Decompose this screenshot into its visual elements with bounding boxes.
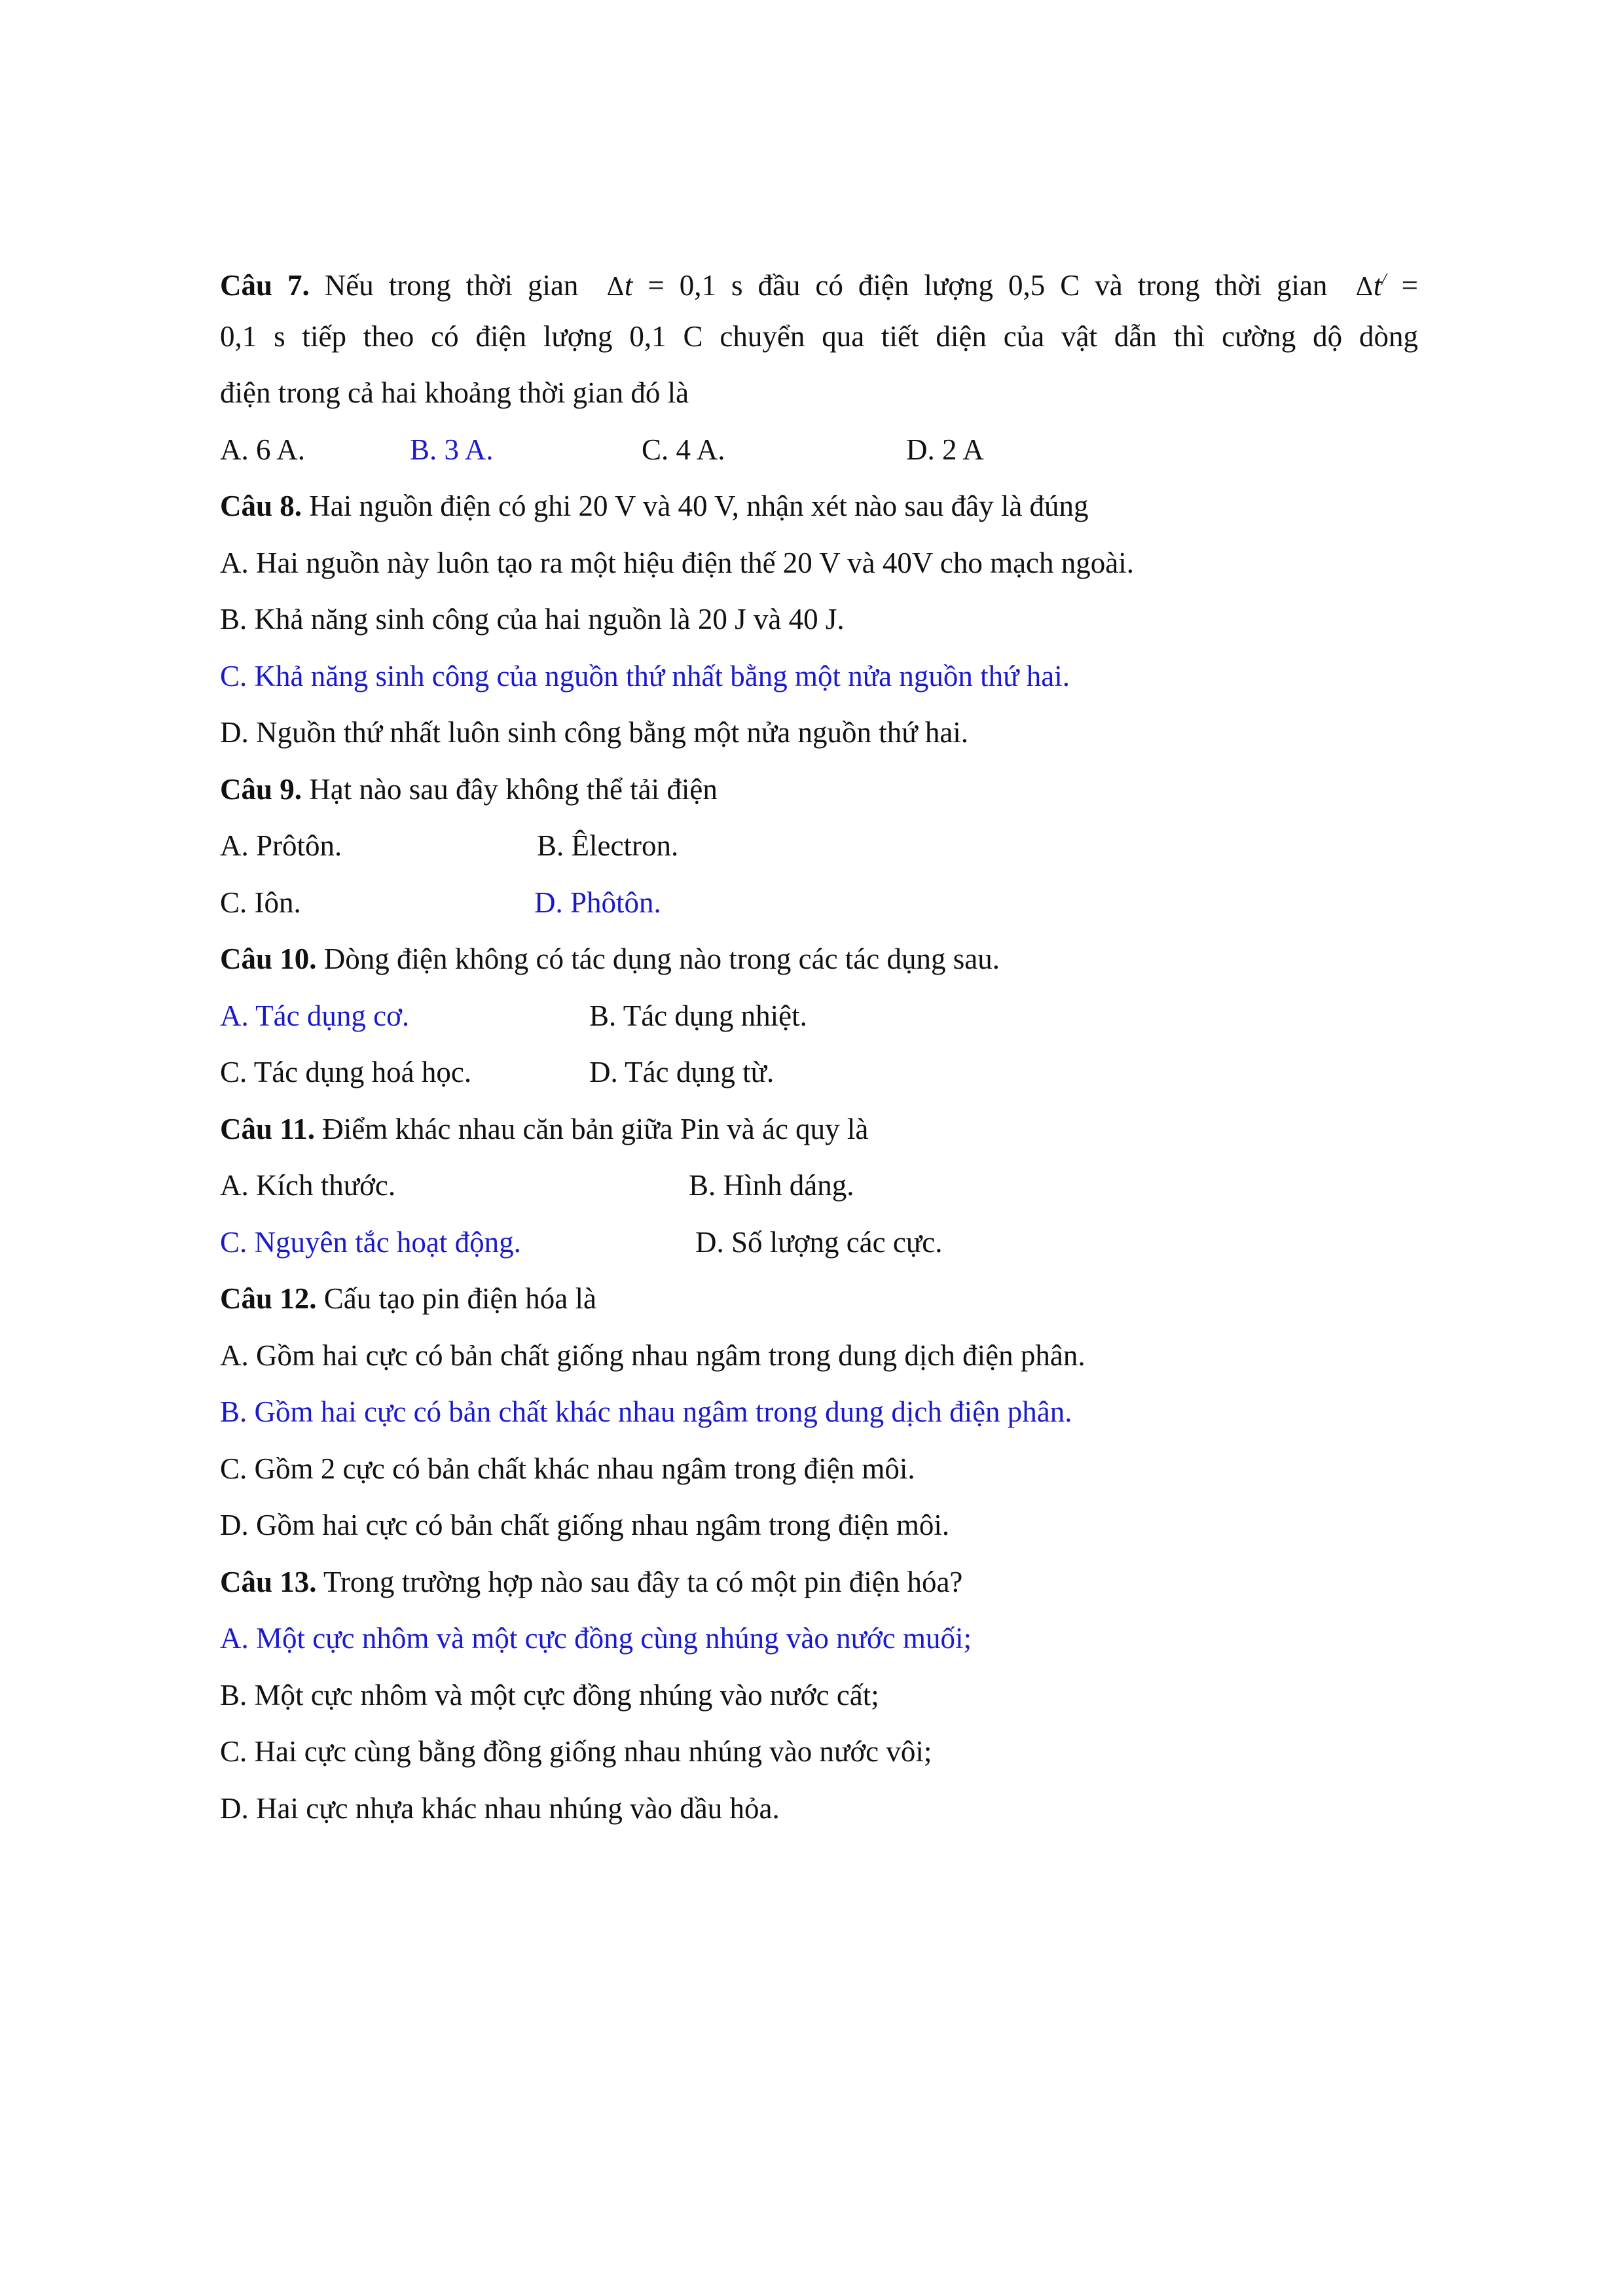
answer-option[interactable]: C. Tác dụng hoá học. bbox=[220, 1056, 472, 1088]
answer-option[interactable]: C. Hai cực cùng bằng đồng giống nhau nhúng vào nước vôi; bbox=[220, 1735, 932, 1768]
answer-option[interactable]: D. Hai cực nhựa khác nhau nhúng vào dầu hỏa. bbox=[220, 1791, 780, 1825]
answer-option-correct[interactable]: A. Một cực nhôm và một cực đồng cùng nhúng vào nước muối; bbox=[220, 1622, 972, 1655]
question-7-label: Câu 7. bbox=[220, 269, 310, 302]
question-list bbox=[220, 251, 1418, 1837]
answer-option[interactable]: D. Tác dụng từ. bbox=[589, 1056, 775, 1088]
question-13-label: Câu 13. bbox=[220, 1565, 317, 1598]
question-8-stem: Câu 8. Hai nguồn điện có ghi 20 V và 40 V, nhận xét nào sau đây là đúng bbox=[220, 490, 1089, 522]
answer-option[interactable]: D. Nguồn thứ nhất luôn sinh công bằng một nửa nguồn thứ hai. bbox=[220, 716, 969, 749]
answer-option[interactable]: D. Gồm hai cực có bản chất giống nhau ngâm trong điện môi. bbox=[220, 1509, 950, 1541]
answer-option[interactable]: C. 4 A. bbox=[642, 433, 725, 466]
answer-option[interactable]: A. 6 A. bbox=[220, 433, 306, 466]
answer-option[interactable]: B. Khả năng sinh công của hai nguồn là 20 J và 40 J. bbox=[220, 603, 845, 636]
question-9-answers-row-2 bbox=[220, 874, 1418, 931]
answer-option[interactable]: B. Hình dáng. bbox=[689, 1169, 854, 1202]
question-12-label: Câu 12. bbox=[220, 1282, 317, 1315]
answer-option-correct[interactable]: D. Phôtôn. bbox=[534, 886, 661, 919]
answer-option-correct[interactable]: B. 3 A. bbox=[410, 433, 494, 466]
answer-option[interactable]: C. Gồm 2 cực có bản chất khác nhau ngâm trong điện môi. bbox=[220, 1452, 915, 1485]
question-8-label: Câu 8. bbox=[220, 490, 302, 522]
question-9-label: Câu 9. bbox=[220, 772, 302, 806]
question-7-stem-line-2: 0,1 s tiếp theo có điện lượng 0,1 C chuyển qua tiết diện của vật dẫn thì cường dộ dòng bbox=[220, 319, 1418, 353]
question-10-answers-row-1 bbox=[220, 988, 1418, 1045]
question-7-answers bbox=[220, 422, 1418, 478]
answer-option[interactable]: B. Một cực nhôm và một cực đồng nhúng vào nước cất; bbox=[220, 1678, 879, 1712]
answer-option[interactable]: A. Hai nguồn này luôn tạo ra một hiệu điện thế 20 V và 40V cho mạch ngoài. bbox=[220, 546, 1134, 579]
question-10-label: Câu 10. bbox=[220, 942, 317, 975]
answer-option-correct[interactable]: B. Gồm hai cực có bản chất khác nhau ngâm trong dung dịch điện phân. bbox=[220, 1395, 1072, 1428]
answer-option-correct[interactable]: C. Nguyên tắc hoạt động. bbox=[220, 1225, 521, 1259]
question-9-stem: Câu 9. Hạt nào sau đây không thể tải điện bbox=[220, 772, 718, 806]
question-11-stem: Câu 11. Điểm khác nhau căn bản giữa Pin và ác quy là bbox=[220, 1112, 869, 1145]
delta-symbol: Δ bbox=[606, 272, 625, 301]
question-12-stem: Câu 12. Cấu tạo pin điện hóa là bbox=[220, 1282, 596, 1315]
answer-option[interactable]: B. Tác dụng nhiệt. bbox=[589, 999, 807, 1032]
answer-option[interactable]: C. Iôn. bbox=[220, 886, 301, 919]
answer-option[interactable]: A. Gồm hai cực có bản chất giống nhau ngâm trong dung dịch điện phân. bbox=[220, 1338, 1085, 1372]
delta-symbol: Δ bbox=[1355, 272, 1374, 301]
answer-option[interactable]: B. Êlectron. bbox=[537, 829, 679, 862]
question-10-stem: Câu 10. Dòng điện không có tác dụng nào trong các tác dụng sau. bbox=[220, 942, 1000, 975]
question-10-answers-row-2 bbox=[220, 1044, 1418, 1101]
question-9-answers-row-1 bbox=[220, 817, 1418, 874]
answer-option-correct[interactable]: A. Tác dụng cơ. bbox=[220, 999, 410, 1032]
answer-option[interactable]: A. Kích thước. bbox=[220, 1169, 396, 1202]
question-11-answers-row-1 bbox=[220, 1157, 1418, 1214]
question-13-stem: Câu 13. Trong trường hợp nào sau đây ta có một pin điện hóa? bbox=[220, 1565, 963, 1598]
question-11-answers-row-2 bbox=[220, 1214, 1418, 1271]
answer-option-correct[interactable]: C. Khả năng sinh công của nguồn thứ nhất bằng một nửa nguồn thứ hai. bbox=[220, 659, 1070, 692]
question-7-stem-line-1: Câu 7. Nếu trong thời gian Δt = 0,1 s đầu có điện lượng 0,5 C và trong thời gian Δt/ = bbox=[220, 269, 1418, 302]
question-11-label: Câu 11. bbox=[220, 1112, 316, 1145]
answer-option[interactable]: D. Số lượng các cực. bbox=[695, 1225, 943, 1259]
answer-option[interactable]: D. 2 A bbox=[906, 433, 984, 466]
question-7-stem-line-3: điện trong cả hai khoảng thời gian đó là bbox=[220, 376, 689, 409]
answer-option[interactable]: A. Prôtôn. bbox=[220, 829, 342, 862]
